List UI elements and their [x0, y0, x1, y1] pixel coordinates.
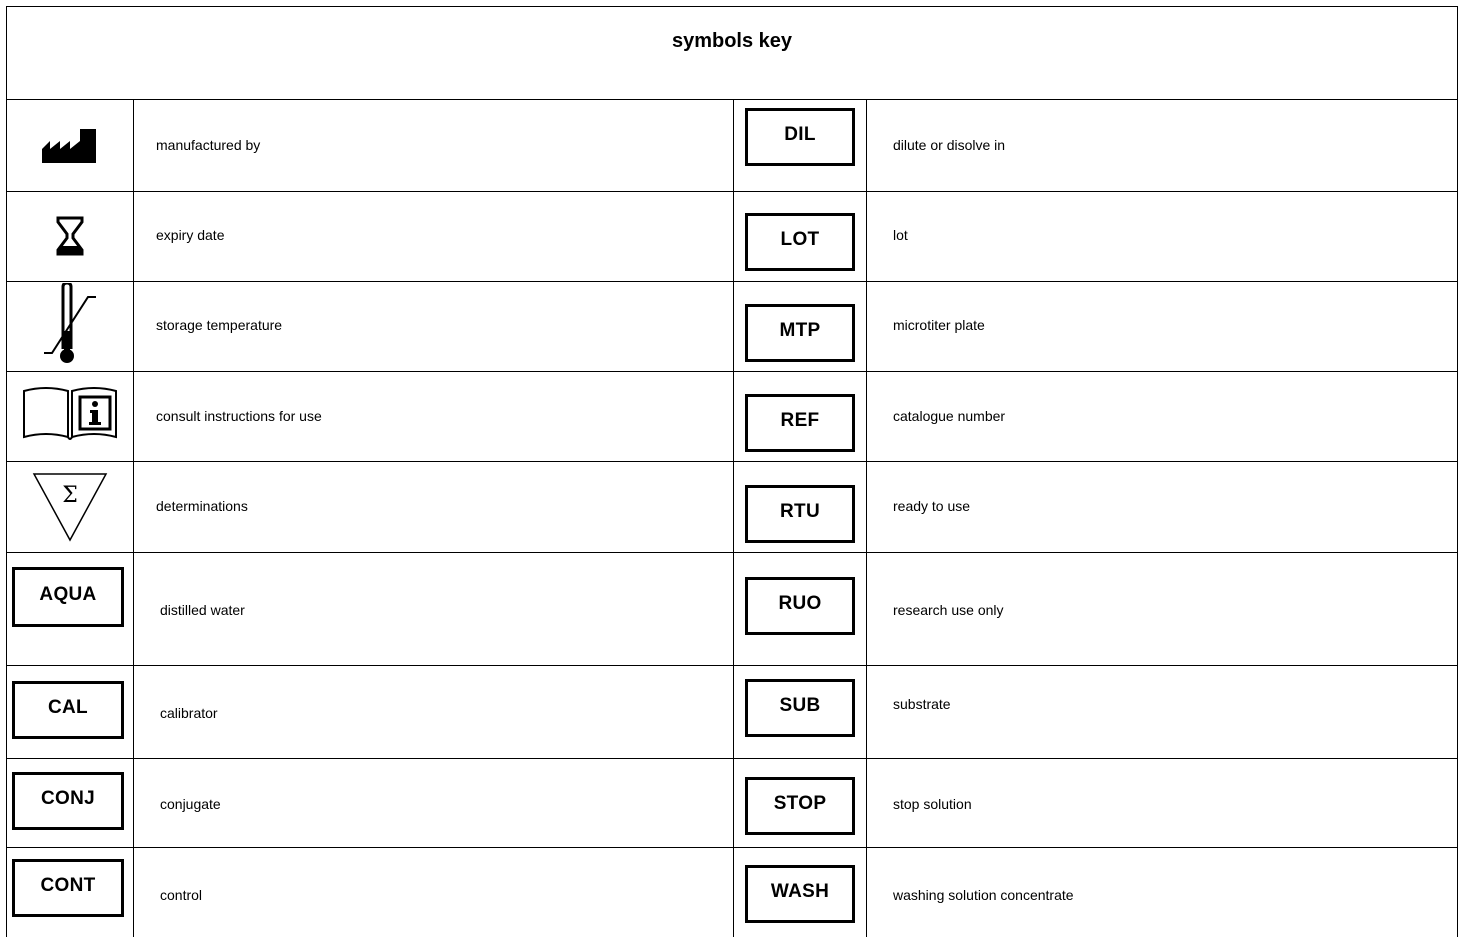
code-box-aqua — [12, 567, 124, 627]
column-divider — [866, 100, 867, 937]
code-box-dil — [745, 108, 855, 166]
code-box-lot — [745, 213, 855, 271]
code-box-rtu — [745, 485, 855, 543]
code-label: WASH — [770, 881, 830, 902]
desc-control: control — [160, 887, 203, 903]
book-info-icon — [7, 371, 133, 461]
code-label: AQUA — [39, 584, 97, 605]
column-divider — [733, 100, 734, 937]
code-box-stop — [745, 777, 855, 835]
row-divider — [7, 191, 1457, 192]
desc-consult-instructions: consult instructions for use — [156, 408, 322, 424]
desc-storage-temperature: storage temperature — [156, 317, 283, 333]
code-box-cont — [12, 859, 124, 917]
column-divider — [133, 100, 134, 937]
row-divider — [7, 552, 1457, 553]
row-divider — [7, 758, 1457, 759]
desc-distilled-water: distilled water — [160, 602, 245, 618]
desc-manufactured-by: manufactured by — [156, 137, 261, 153]
code-label: STOP — [773, 793, 827, 814]
desc-research-use-only: research use only — [893, 602, 1004, 618]
desc-calibrator: calibrator — [160, 705, 218, 721]
hourglass-icon — [7, 191, 133, 281]
desc-washing-solution: washing solution concentrate — [893, 887, 1074, 903]
code-box-ruo — [745, 577, 855, 635]
thermometer-icon — [7, 281, 133, 371]
code-box-cal — [12, 681, 124, 739]
page-title: symbols key — [671, 30, 793, 52]
desc-microtiter-plate: microtiter plate — [893, 317, 985, 333]
code-label: RUO — [778, 593, 822, 614]
title-row — [7, 7, 1457, 100]
code-box-wash — [745, 865, 855, 923]
sigma-symbol: Σ — [62, 482, 78, 508]
symbols-key-table — [6, 6, 1458, 937]
code-label: LOT — [780, 229, 820, 250]
code-box-mtp — [745, 304, 855, 362]
factory-icon — [7, 100, 133, 191]
code-label: SUB — [779, 695, 821, 716]
code-box-ref — [745, 394, 855, 452]
row-divider — [7, 461, 1457, 462]
sigma-triangle-icon — [7, 461, 133, 552]
code-label: DIL — [784, 124, 816, 145]
desc-conjugate: conjugate — [160, 796, 221, 812]
row-divider — [7, 281, 1457, 282]
code-box-conj — [12, 772, 124, 830]
desc-lot: lot — [893, 227, 908, 243]
row-divider — [7, 665, 1457, 666]
code-label: CAL — [48, 697, 88, 718]
desc-stop-solution: stop solution — [893, 796, 972, 812]
desc-ready-to-use: ready to use — [893, 498, 971, 514]
row-divider — [7, 371, 1457, 372]
code-label: MTP — [779, 320, 821, 341]
code-label: CONJ — [41, 788, 95, 809]
desc-substrate: substrate — [893, 696, 951, 712]
code-label: REF — [780, 410, 820, 431]
desc-dilute: dilute or disolve in — [893, 137, 1006, 153]
desc-determinations: determinations — [156, 498, 248, 514]
code-label: RTU — [780, 501, 820, 522]
row-divider — [7, 847, 1457, 848]
code-label: CONT — [40, 875, 96, 896]
code-box-sub — [745, 679, 855, 737]
desc-expiry-date: expiry date — [156, 227, 225, 243]
desc-catalogue-number: catalogue number — [893, 408, 1006, 424]
